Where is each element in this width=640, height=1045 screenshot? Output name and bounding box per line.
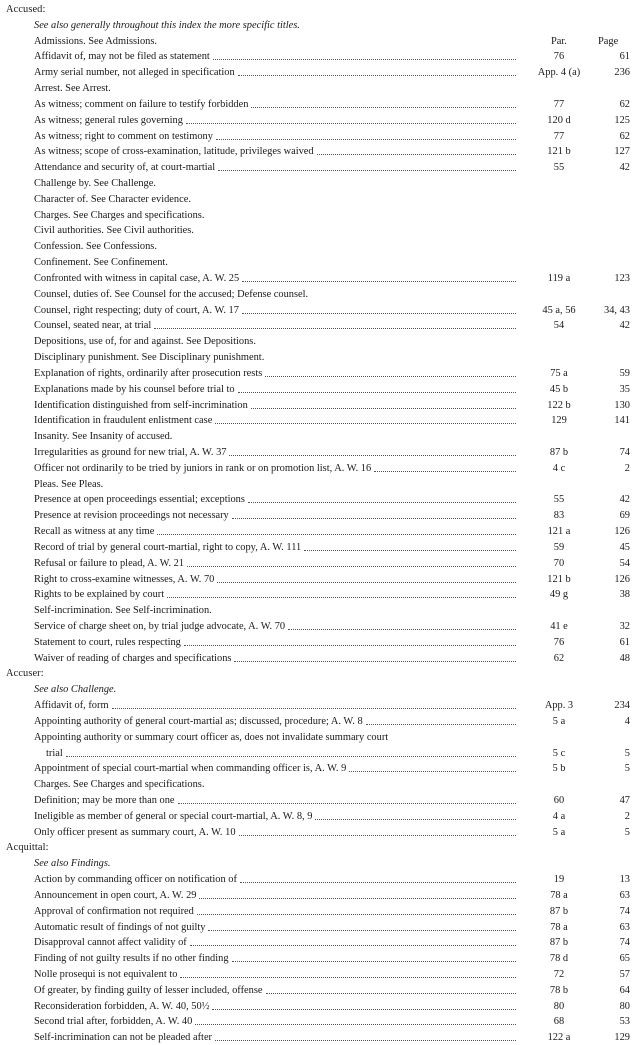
paragraph-reference: 77 bbox=[553, 130, 565, 142]
page-reference: 234 bbox=[614, 700, 630, 712]
entry-text: See also Challenge. bbox=[34, 684, 117, 696]
dot-leader bbox=[167, 597, 516, 598]
entry-text: Second trial after, forbidden, A. W. 40 bbox=[34, 1016, 193, 1028]
cross-reference-entry bbox=[0, 223, 640, 238]
entry-text: Right to cross-examine witnesses, A. W. 70 bbox=[34, 573, 215, 585]
cross-reference-entry bbox=[0, 81, 640, 96]
index-entry bbox=[0, 540, 640, 555]
page-reference: 45 bbox=[619, 541, 630, 553]
paragraph-reference: 59 bbox=[553, 541, 565, 553]
page-reference: 64 bbox=[619, 984, 630, 996]
paragraph-reference: 5 a bbox=[552, 715, 566, 727]
page-reference: 5 bbox=[624, 747, 630, 759]
page-reference: 80 bbox=[619, 1000, 630, 1012]
entry-text: Action by commanding officer on notification of bbox=[34, 874, 237, 886]
cross-reference-entry bbox=[0, 777, 640, 792]
dot-leader bbox=[215, 1040, 516, 1041]
entry-text: Announcement in open court, A. W. 29 bbox=[34, 889, 197, 901]
paragraph-reference: 72 bbox=[553, 969, 565, 981]
entry-text: As witness; general rules governing bbox=[34, 114, 183, 126]
dot-leader bbox=[232, 518, 516, 519]
entry-text: Depositions, use of, for and against. See Depositions. bbox=[34, 336, 256, 348]
paragraph-reference: 5 b bbox=[552, 763, 566, 775]
entry-text: trial bbox=[46, 747, 63, 759]
paragraph-reference: 5 a bbox=[552, 826, 566, 838]
index-entry bbox=[0, 793, 640, 808]
see-also-note bbox=[0, 856, 640, 871]
entry-text: Pleas. See Pleas. bbox=[34, 478, 104, 490]
index-entry bbox=[0, 160, 640, 175]
entry-text: Insanity. See Insanity of accused. bbox=[34, 431, 173, 443]
dot-leader bbox=[66, 756, 516, 757]
paragraph-reference: 87 b bbox=[549, 905, 569, 917]
index-entry bbox=[0, 113, 640, 128]
index-entry bbox=[0, 524, 640, 539]
page-reference: 74 bbox=[619, 446, 630, 458]
cross-reference-entry bbox=[0, 429, 640, 444]
entry-text: Automatic result of findings of not guilty bbox=[34, 921, 206, 933]
cross-reference-entry bbox=[0, 477, 640, 492]
entry-text: Self-incrimination. See Self-incrimination. bbox=[34, 605, 212, 617]
dot-leader bbox=[248, 502, 516, 503]
page-reference: 236 bbox=[614, 67, 630, 79]
dot-leader bbox=[112, 708, 516, 709]
dot-leader bbox=[304, 550, 516, 551]
paragraph-reference: 55 bbox=[553, 162, 565, 174]
paragraph-reference: App. 3 bbox=[544, 700, 574, 712]
entry-text: See also Findings. bbox=[34, 858, 111, 870]
page-reference: 129 bbox=[614, 1032, 630, 1044]
dot-leader bbox=[242, 281, 516, 282]
dot-leader bbox=[212, 1009, 516, 1010]
entry-text: Nolle prosequi is not equivalent to bbox=[34, 969, 178, 981]
entry-text: Explanations made by his counsel before trial to bbox=[34, 383, 235, 395]
dot-leader bbox=[180, 977, 516, 978]
page-reference: 62 bbox=[619, 98, 630, 110]
dot-leader bbox=[215, 423, 516, 424]
entry-text: Arrest. See Arrest. bbox=[34, 83, 111, 95]
page-reference: 127 bbox=[614, 146, 630, 158]
entry-text: Counsel, seated near, at trial bbox=[34, 320, 152, 332]
paragraph-reference: 121 b bbox=[547, 146, 571, 158]
index-entry bbox=[0, 587, 640, 602]
index-entry bbox=[0, 318, 640, 333]
page-reference: 54 bbox=[619, 557, 630, 569]
page-reference: 61 bbox=[619, 51, 630, 63]
entry-text: As witness; right to comment on testimony bbox=[34, 130, 213, 142]
cross-reference-entry bbox=[0, 334, 640, 349]
index-entry bbox=[0, 572, 640, 587]
paragraph-reference: 4 c bbox=[552, 462, 566, 474]
page-reference: 61 bbox=[619, 636, 630, 648]
index-entry bbox=[0, 635, 640, 650]
index-entry bbox=[0, 809, 640, 824]
dot-leader bbox=[195, 1024, 516, 1025]
dot-leader bbox=[366, 724, 516, 725]
index-entry bbox=[0, 97, 640, 112]
paragraph-reference: 55 bbox=[553, 494, 565, 506]
page-reference: 42 bbox=[619, 162, 630, 174]
entry-text: As witness; scope of cross-examination, latitude, privileges waived bbox=[34, 146, 314, 158]
entry-text: Rights to be explained by court bbox=[34, 589, 165, 601]
entry-text: Civil authorities. See Civil authorities. bbox=[34, 225, 194, 237]
index-entry bbox=[0, 303, 640, 318]
cross-reference-entry bbox=[0, 176, 640, 191]
cross-reference-entry bbox=[0, 603, 640, 618]
entry-text: Approval of confirmation not required bbox=[34, 905, 194, 917]
entry-text: Ineligible as member of general or special court-martial, A. W. 8, 9 bbox=[34, 810, 313, 822]
heading-text: Accused: bbox=[6, 4, 46, 15]
paragraph-reference: 78 d bbox=[549, 953, 569, 965]
entry-text: Affidavit of, form bbox=[34, 700, 109, 712]
paragraph-reference: 87 b bbox=[549, 937, 569, 949]
page-reference: 42 bbox=[619, 320, 630, 332]
dot-leader bbox=[288, 629, 516, 630]
index-entry bbox=[0, 904, 640, 919]
entry-text: Confinement. See Confinement. bbox=[34, 257, 168, 269]
page-reference: 4 bbox=[624, 715, 630, 727]
index-entry bbox=[0, 445, 640, 460]
entry-text: Self-incrimination can not be pleaded after bbox=[34, 1032, 213, 1044]
page-reference: 13 bbox=[619, 874, 630, 886]
index-entry bbox=[0, 761, 640, 776]
index-entry bbox=[0, 556, 640, 571]
dot-leader bbox=[154, 328, 516, 329]
see-also-note bbox=[0, 18, 640, 33]
entry-text: Presence at revision proceedings not necessary bbox=[34, 510, 229, 522]
entry-text: Disapproval cannot affect validity of bbox=[34, 937, 187, 949]
index-entry bbox=[0, 461, 640, 476]
index-entry bbox=[0, 65, 640, 80]
see-also-note bbox=[0, 682, 640, 697]
dot-leader bbox=[240, 882, 516, 883]
index-entry bbox=[0, 983, 640, 998]
entry-text: Attendance and security of, at court-martial bbox=[34, 162, 216, 174]
page-reference: 69 bbox=[619, 510, 630, 522]
dot-leader bbox=[190, 945, 516, 946]
index-entry bbox=[0, 920, 640, 935]
entry-text: Character of. See Character evidence. bbox=[34, 193, 191, 205]
dot-leader bbox=[186, 123, 516, 124]
page-reference: 34, 43 bbox=[604, 304, 630, 316]
cross-reference-entry bbox=[0, 350, 640, 365]
entry-text: Waiver of reading of charges and specifications bbox=[34, 652, 232, 664]
entry-text: Counsel, duties of. See Counsel for the accused; Defense counsel. bbox=[34, 288, 309, 300]
entry-text: Definition; may be more than one bbox=[34, 795, 175, 806]
paragraph-reference: 76 bbox=[553, 636, 565, 648]
index-entry bbox=[0, 935, 640, 950]
entry-text: Army serial number, not alleged in specification bbox=[34, 67, 235, 79]
paragraph-reference: 78 a bbox=[550, 921, 568, 933]
entry-text: Explanation of rights, ordinarily after prosecution rests bbox=[34, 367, 263, 379]
dot-leader bbox=[239, 835, 516, 836]
index-entry bbox=[0, 398, 640, 413]
entry-text: See also generally throughout this index the more specific titles. bbox=[34, 19, 300, 31]
index-entry bbox=[0, 144, 640, 159]
entry-text: Appointing authority of general court-martial as; discussed, procedure; A. W. 8 bbox=[34, 715, 363, 727]
dot-leader bbox=[238, 75, 516, 76]
dot-leader bbox=[315, 819, 516, 820]
index-entry bbox=[0, 872, 640, 887]
cross-reference-entry bbox=[0, 239, 640, 254]
dot-leader bbox=[178, 803, 516, 804]
paragraph-reference: 121 b bbox=[547, 573, 571, 585]
paragraph-reference: 68 bbox=[553, 1016, 565, 1028]
page-reference: 48 bbox=[619, 652, 630, 664]
index-entry bbox=[0, 382, 640, 397]
paragraph-reference: 41 e bbox=[550, 620, 568, 632]
page-reference: 47 bbox=[619, 795, 630, 806]
entry-text: Irregularities as ground for new trial, A. W. 37 bbox=[34, 446, 227, 458]
page-column-header: Page bbox=[598, 35, 619, 47]
index-entry bbox=[0, 619, 640, 634]
paragraph-reference: 121 a bbox=[547, 526, 571, 538]
entry-text: Refusal or failure to plead, A. W. 21 bbox=[34, 557, 185, 569]
entry-text: Identification in fraudulent enlistment case bbox=[34, 415, 213, 427]
dot-leader bbox=[213, 59, 516, 60]
paragraph-reference: 4 a bbox=[552, 810, 566, 822]
index-entry bbox=[0, 714, 640, 729]
entry-text: Charges. See Charges and specifications. bbox=[34, 779, 205, 791]
index-entry-with-column-headers bbox=[0, 34, 640, 49]
index-heading bbox=[0, 2, 640, 17]
index-entry bbox=[0, 967, 640, 982]
entry-text: Appointment of special court-martial when commanding officer is, A. W. 9 bbox=[34, 763, 347, 775]
index-entry bbox=[0, 129, 640, 144]
paragraph-reference: 83 bbox=[553, 510, 565, 522]
paragraph-reference: 19 bbox=[553, 874, 565, 886]
entry-text: Challenge by. See Challenge. bbox=[34, 178, 156, 190]
paragraph-reference: 76 bbox=[553, 51, 565, 63]
dot-leader bbox=[234, 661, 516, 662]
index-entry bbox=[0, 413, 640, 428]
dot-leader bbox=[197, 914, 516, 915]
entry-text: Charges. See Charges and specifications. bbox=[34, 209, 205, 221]
cross-reference-entry bbox=[0, 192, 640, 207]
dot-leader bbox=[232, 961, 516, 962]
index-entry bbox=[0, 1030, 640, 1045]
paragraph-reference: 87 b bbox=[549, 446, 569, 458]
dot-leader bbox=[238, 392, 516, 393]
index-entry bbox=[0, 951, 640, 966]
page-reference: 65 bbox=[619, 953, 630, 965]
entry-text: Of greater, by finding guilty of lesser included, offense bbox=[34, 984, 263, 996]
page-reference: 126 bbox=[614, 573, 630, 585]
page-reference: 125 bbox=[614, 114, 630, 126]
heading-text: Acquittal: bbox=[6, 842, 49, 854]
dot-leader bbox=[242, 313, 516, 314]
paragraph-reference: 122 a bbox=[547, 1032, 571, 1044]
page-reference: 2 bbox=[624, 810, 630, 822]
page-reference: 32 bbox=[619, 620, 630, 632]
heading-text: Accuser: bbox=[6, 668, 44, 680]
paragraph-reference: 45 a, 56 bbox=[542, 304, 576, 316]
page-reference: 141 bbox=[614, 415, 630, 427]
page-reference: 130 bbox=[614, 399, 630, 411]
index-entry bbox=[0, 698, 640, 713]
entry-text: Confession. See Confessions. bbox=[34, 241, 157, 253]
paragraph-reference: 80 bbox=[553, 1000, 565, 1012]
paragraph-reference: 70 bbox=[553, 557, 565, 569]
page-reference: 126 bbox=[614, 526, 630, 538]
page-reference: 35 bbox=[619, 383, 630, 395]
page-reference: 62 bbox=[619, 130, 630, 142]
entry-text: Service of charge sheet on, by trial judge advocate, A. W. 70 bbox=[34, 620, 286, 632]
entry-text: Admissions. See Admissions. bbox=[34, 35, 157, 47]
index-entry bbox=[0, 888, 640, 903]
dot-leader bbox=[218, 170, 516, 171]
cross-reference-entry bbox=[0, 208, 640, 223]
entry-text: Affidavit of, may not be filed as statement bbox=[34, 51, 210, 63]
page-reference: 59 bbox=[619, 367, 630, 379]
index-entry bbox=[0, 49, 640, 64]
paragraph-reference: 60 bbox=[553, 795, 565, 806]
index-entry bbox=[0, 1014, 640, 1029]
dot-leader bbox=[251, 408, 516, 409]
index-entry bbox=[0, 825, 640, 840]
index-entry bbox=[0, 492, 640, 507]
paragraph-reference: 5 c bbox=[552, 747, 566, 759]
entry-text: Identification distinguished from self-incrimination bbox=[34, 399, 248, 411]
dot-leader bbox=[317, 154, 516, 155]
dot-leader bbox=[349, 771, 516, 772]
dot-leader bbox=[184, 645, 516, 646]
paragraph-reference: 129 bbox=[551, 415, 567, 427]
entry-text: Recall as witness at any time bbox=[34, 526, 155, 538]
paragraph-reference: 49 g bbox=[549, 589, 569, 601]
paragraph-reference: 77 bbox=[553, 98, 565, 110]
page-reference: 2 bbox=[624, 462, 630, 474]
paragraph-reference: 45 b bbox=[549, 383, 569, 395]
dot-leader bbox=[208, 930, 516, 931]
entry-text: Officer not ordinarily to be tried by juniors in rank or on promotion list, A. W. 16 bbox=[34, 462, 372, 474]
paragraph-reference: 122 b bbox=[547, 399, 571, 411]
cross-reference-entry bbox=[0, 730, 640, 745]
entry-text: Disciplinary punishment. See Disciplinary punishment. bbox=[34, 352, 265, 364]
paragraph-reference: 62 bbox=[553, 652, 565, 664]
page-reference: 42 bbox=[619, 494, 630, 506]
paragraph-reference: 120 d bbox=[547, 114, 571, 126]
entry-text: Only officer present as summary court, A. W. 10 bbox=[34, 826, 236, 838]
paragraph-reference: 78 a bbox=[550, 889, 568, 901]
entry-text: Counsel, right respecting; duty of court, A. W. 17 bbox=[34, 304, 239, 316]
dot-leader bbox=[229, 455, 516, 456]
entry-text: Confronted with witness in capital case, A. W. 25 bbox=[34, 272, 240, 284]
dot-leader bbox=[265, 376, 516, 377]
index-heading bbox=[0, 666, 640, 681]
index-entry bbox=[0, 651, 640, 666]
page-reference: 63 bbox=[619, 889, 630, 901]
page-reference: 74 bbox=[619, 937, 630, 949]
paragraph-reference: 75 a bbox=[550, 367, 568, 379]
entry-text: Record of trial by general court-martial, right to copy, A. W. 111 bbox=[34, 541, 302, 553]
index-entry bbox=[0, 366, 640, 381]
paragraph-reference: 54 bbox=[553, 320, 565, 332]
dot-leader bbox=[216, 139, 516, 140]
dot-leader bbox=[157, 534, 516, 535]
dot-leader bbox=[217, 582, 516, 583]
dot-leader bbox=[251, 107, 516, 108]
index-entry bbox=[0, 508, 640, 523]
page-reference: 74 bbox=[619, 905, 630, 917]
entry-text: Presence at open proceedings essential; exceptions bbox=[34, 494, 245, 506]
dot-leader bbox=[266, 993, 516, 994]
index-entry bbox=[0, 271, 640, 286]
page-reference: 5 bbox=[624, 763, 630, 775]
dot-leader bbox=[199, 898, 516, 899]
page-reference: 53 bbox=[619, 1016, 630, 1028]
index-entry bbox=[0, 746, 640, 761]
cross-reference-entry bbox=[0, 255, 640, 270]
page-reference: 123 bbox=[614, 272, 630, 284]
entry-text: As witness; comment on failure to testify forbidden bbox=[34, 98, 249, 110]
par-column-header: Par. bbox=[551, 35, 567, 47]
paragraph-reference: App. 4 (a) bbox=[537, 67, 581, 79]
dot-leader bbox=[374, 471, 516, 472]
page-reference: 63 bbox=[619, 921, 630, 933]
index-entry bbox=[0, 999, 640, 1014]
dot-leader bbox=[187, 566, 516, 567]
page-reference: 57 bbox=[619, 969, 630, 981]
cross-reference-entry bbox=[0, 287, 640, 302]
entry-text: Reconsideration forbidden, A. W. 40, 50½ bbox=[34, 1000, 210, 1012]
page-reference: 5 bbox=[624, 826, 630, 838]
index-heading bbox=[0, 840, 640, 855]
paragraph-reference: 78 b bbox=[549, 984, 569, 996]
entry-text: Appointing authority or summary court officer as, does not invalidate summary court bbox=[34, 731, 389, 743]
paragraph-reference: 119 a bbox=[547, 272, 571, 284]
entry-text: Statement to court, rules respecting bbox=[34, 636, 181, 648]
entry-text: Finding of not guilty results if no other finding bbox=[34, 953, 229, 965]
page-reference: 38 bbox=[619, 589, 630, 601]
